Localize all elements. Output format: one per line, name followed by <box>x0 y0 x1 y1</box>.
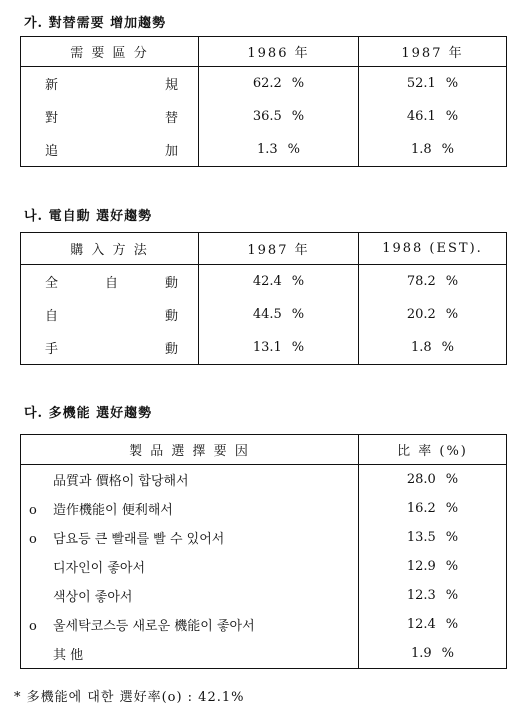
table-row <box>21 299 507 331</box>
percent-sign: % <box>291 274 305 290</box>
row-label-char: 追 <box>45 143 59 159</box>
percent-sign: % <box>445 500 459 516</box>
percent-sign: % <box>445 109 459 124</box>
value-cell: 42.4 <box>252 274 282 290</box>
row-label-char: 自 <box>104 276 118 292</box>
percent-sign: % <box>445 587 459 603</box>
value-cell: 16.2 <box>406 500 436 516</box>
percent-sign: % <box>291 76 305 92</box>
value-cell: 28.0 <box>406 471 436 487</box>
table-row <box>21 581 507 610</box>
value-cell: 36.5 <box>252 109 282 124</box>
row-label-char: 替 <box>164 111 178 126</box>
percent-sign: % <box>291 307 305 322</box>
row-label-char: 動 <box>164 309 178 324</box>
section-title-na: 나. 電自動 選好趨勢 <box>24 209 153 224</box>
percent-sign: % <box>445 529 459 545</box>
value-cell: 12.4 <box>406 616 436 632</box>
value-cell: 1.8 <box>410 339 432 355</box>
multi-function-mark: o <box>29 618 37 634</box>
value-cell: 78.2 <box>406 274 436 290</box>
value-cell: 62.2 <box>252 76 282 92</box>
header-cell: 購 入 方 法 <box>21 233 199 265</box>
table-row <box>21 101 507 133</box>
value-cell: 1.8 <box>410 141 432 157</box>
percent-sign: % <box>445 616 459 632</box>
row-label-char: 手 <box>45 341 59 357</box>
table-selection-factors <box>20 434 507 669</box>
value-cell: 1.3 <box>256 141 278 157</box>
value-cell: 44.5 <box>252 307 282 322</box>
multi-function-mark: o <box>29 502 37 518</box>
percent-sign: % <box>441 339 455 355</box>
table-row <box>21 494 507 523</box>
value-cell: 52.1 <box>406 76 436 92</box>
table-row <box>21 523 507 552</box>
value-cell: 13.5 <box>406 529 436 545</box>
header-cell: 1987 年 <box>359 37 507 67</box>
row-label-char: 動 <box>164 276 178 292</box>
section-title-da: 다. 多機能 選好趨勢 <box>24 406 153 421</box>
percent-sign: % <box>445 558 459 574</box>
row-label-char: 加 <box>164 143 178 159</box>
header-cell: 製 品 選 擇 要 因 <box>21 435 359 465</box>
table-row <box>21 331 507 365</box>
table-row <box>21 552 507 581</box>
factor-label: 其 他 <box>53 647 84 663</box>
factor-label: 品質과 價格이 합당해서 <box>53 473 189 489</box>
table-header-row <box>21 233 507 265</box>
table-row <box>21 465 507 494</box>
factor-label: 담요등 큰 빨래를 빨 수 있어서 <box>53 531 225 547</box>
table-row <box>21 639 507 669</box>
factor-label: 디자인이 좋아서 <box>53 560 146 576</box>
percent-sign: % <box>445 274 459 290</box>
table-row <box>21 265 507 299</box>
value-cell: 46.1 <box>406 109 436 124</box>
header-cell: 1988 (EST). <box>359 233 507 265</box>
row-label-char: 新 <box>45 78 59 94</box>
value-cell: 1.9 <box>410 645 432 661</box>
table-purchase-method <box>20 232 507 365</box>
value-cell: 20.2 <box>406 307 436 322</box>
value-cell: 12.9 <box>406 558 436 574</box>
row-label-char: 全 <box>45 276 59 292</box>
percent-sign: % <box>287 141 301 157</box>
table-header-row <box>21 37 507 67</box>
percent-sign: % <box>445 471 459 487</box>
table-row <box>21 610 507 639</box>
value-cell: 13.1 <box>252 339 282 355</box>
percent-sign: % <box>445 76 459 92</box>
table-row <box>21 67 507 101</box>
factor-label: 造作機能이 便利해서 <box>53 502 173 518</box>
value-cell: 12.3 <box>406 587 436 603</box>
table-row <box>21 133 507 167</box>
table-header-row <box>21 435 507 465</box>
percent-sign: % <box>291 109 305 124</box>
multi-function-mark: o <box>29 531 37 547</box>
row-label-char: 規 <box>164 78 178 94</box>
percent-sign: % <box>441 141 455 157</box>
header-cell: 1987 年 <box>199 233 359 265</box>
row-label-char: 動 <box>164 341 178 357</box>
header-cell: 比 率 (%) <box>359 435 507 465</box>
percent-sign: % <box>291 339 305 355</box>
header-cell: 需 要 區 分 <box>21 37 199 67</box>
table-demand-type <box>20 36 507 167</box>
header-cell: 1986 年 <box>199 37 359 67</box>
percent-sign: % <box>445 307 459 322</box>
footnote: * 多機能에 대한 選好率(o) : 42.1% <box>14 690 245 705</box>
factor-label: 색상이 좋아서 <box>53 589 133 605</box>
row-label-char: 對 <box>45 111 59 126</box>
row-label-char: 自 <box>45 309 59 324</box>
factor-label: 울세탁코스등 새로운 機能이 좋아서 <box>53 618 255 634</box>
percent-sign: % <box>441 645 455 661</box>
section-title-ga: 가. 對替需要 增加趨勢 <box>24 16 167 31</box>
